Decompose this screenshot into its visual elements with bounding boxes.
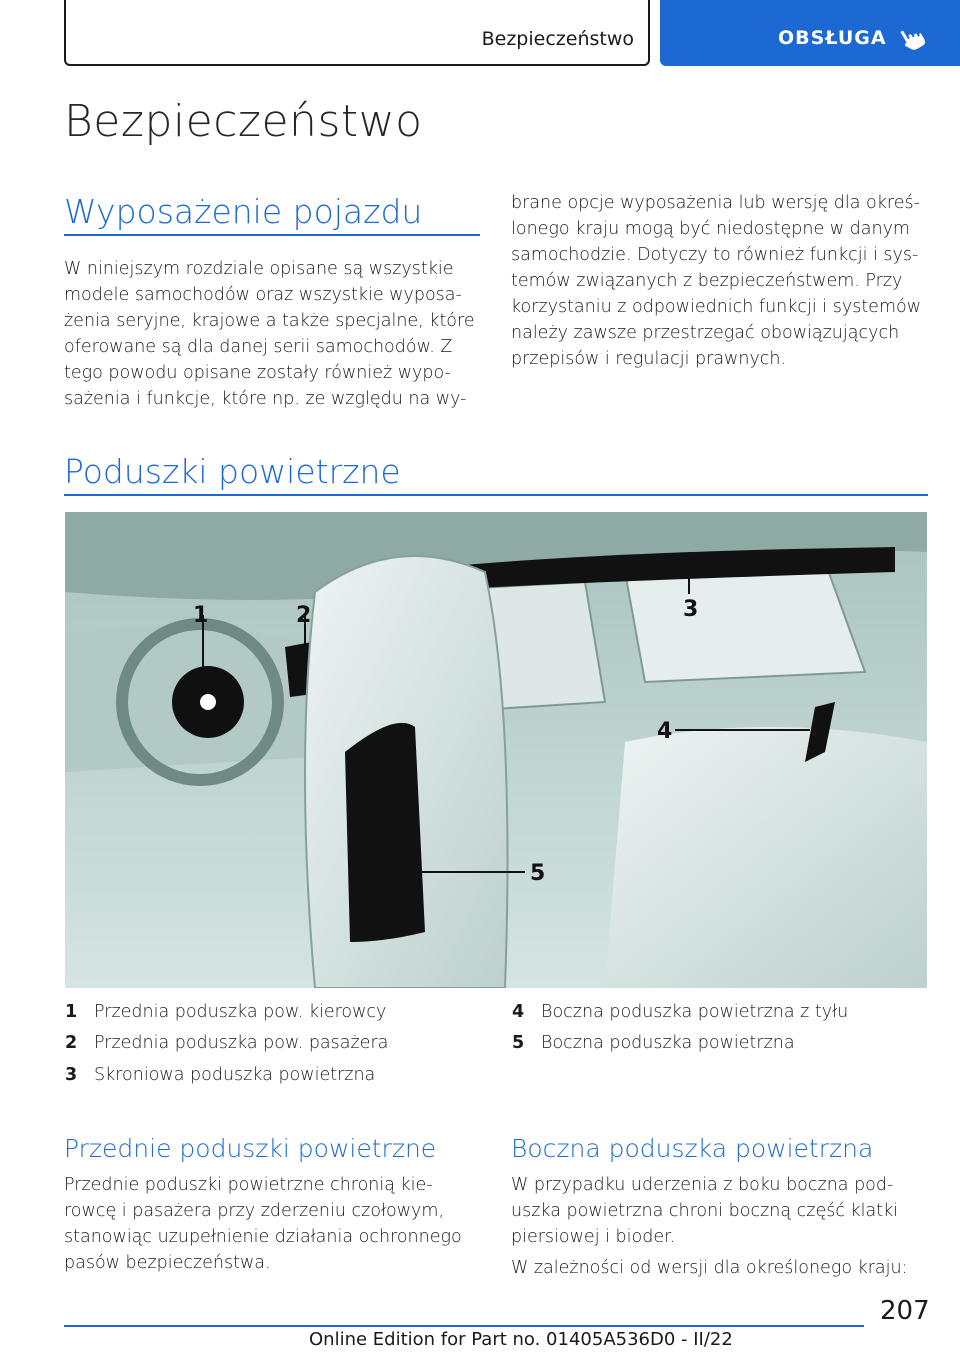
section-heading-front-airbags: Przednie poduszki powietrzne <box>64 1134 437 1163</box>
text-line: samochodzie. Dotyczy to również funkcji i sys- <box>511 245 919 265</box>
text-line: modele samochodów oraz wszystkie wyposa- <box>64 285 462 305</box>
front-airbags-text <box>64 1172 462 1276</box>
section-rule <box>64 234 480 236</box>
text-line: przepisów i regulacji prawnych. <box>511 349 787 369</box>
legend-text: Przednia poduszka pow. pasażera <box>94 1033 389 1053</box>
equipment-text-col2 <box>511 190 921 372</box>
airbag-locations-illustration <box>65 512 927 988</box>
legend-number: 5 <box>512 1033 525 1053</box>
text-line: lonego kraju mogą być niedostępne w danym <box>511 219 910 239</box>
legend-number: 1 <box>65 1002 78 1022</box>
figure-label-5: 5 <box>530 861 546 886</box>
text-line: uszka powietrzna chroni boczną część klatki <box>511 1201 899 1221</box>
legend-number: 2 <box>65 1033 78 1053</box>
footer-edition: Online Edition for Part no. 01405A536D0 - II/22 <box>309 1329 733 1350</box>
footer-rule <box>64 1325 864 1327</box>
text-line: brane opcje wyposażenia lub wersję dla okreś- <box>511 193 920 213</box>
page-number: 207 <box>880 1296 930 1326</box>
text-line: piersiowej i bioder. <box>511 1227 676 1247</box>
text-line: żenia seryjne, krajowe a także specjalne, które <box>64 311 475 331</box>
header-chapter-tab <box>660 0 960 66</box>
legend-text: Boczna poduszka powietrzna <box>541 1033 795 1053</box>
figure-label-1: 1 <box>193 603 209 628</box>
text-line: pasów bezpieczeństwa. <box>64 1253 271 1273</box>
pointing-hand-icon <box>898 24 926 52</box>
section-heading-airbags: Poduszki powietrzne <box>64 452 401 491</box>
text-line: W przypadku uderzenia z boku boczna pod- <box>511 1175 894 1195</box>
section-heading-equipment: Wyposażenie pojazdu <box>64 192 423 231</box>
text-line: Przednie poduszki powietrzne chronią kie- <box>64 1175 433 1195</box>
section-rule <box>64 494 928 496</box>
text-line: rowcę i pasażera przy zderzeniu czołowym, <box>64 1201 445 1221</box>
legend-text: Boczna poduszka powietrzna z tyłu <box>541 1002 849 1022</box>
legend-text: Skroniowa poduszka powietrzna <box>94 1065 376 1085</box>
legend-text: Przednia poduszka pow. kierowcy <box>94 1002 387 1022</box>
figure-label-3: 3 <box>683 597 699 622</box>
side-airbag-text <box>511 1172 898 1250</box>
text-line: należy zawsze przestrzegać obowiązujących <box>511 323 900 343</box>
header-section-tab <box>64 0 650 66</box>
text-line: W zależności od wersji dla określonego kraju: <box>511 1258 908 1278</box>
text-line: oferowane są dla danej serii samochodów. Z <box>64 337 453 357</box>
text-line: sażenia i funkcje, które np. ze względu na wy- <box>64 389 467 409</box>
text-line: temów związanych z bezpieczeństwem. Przy <box>511 271 903 291</box>
car-interior-drawing <box>65 512 927 988</box>
legend-number: 4 <box>512 1002 525 1022</box>
text-line: stanowiąc uzupełnienie działania ochronnego <box>64 1227 462 1247</box>
text-line: korzystaniu z odpowiednich funkcji i systemów <box>511 297 922 317</box>
equipment-text-col1 <box>64 256 475 412</box>
text-line: W niniejszym rozdziale opisane są wszystkie <box>64 259 454 279</box>
side-airbag-text-2 <box>511 1255 908 1281</box>
header-chapter-label: OBSŁUGA <box>778 27 887 49</box>
figure-label-2: 2 <box>296 603 312 628</box>
section-heading-side-airbag: Boczna poduszka powietrzna <box>511 1134 874 1163</box>
legend-number: 3 <box>65 1065 78 1085</box>
page-title: Bezpieczeństwo <box>64 96 423 147</box>
header-section-label: Bezpieczeństwo <box>481 28 634 50</box>
figure-label-4: 4 <box>657 719 673 744</box>
text-line: tego powodu opisane zostały również wypo- <box>64 363 451 383</box>
